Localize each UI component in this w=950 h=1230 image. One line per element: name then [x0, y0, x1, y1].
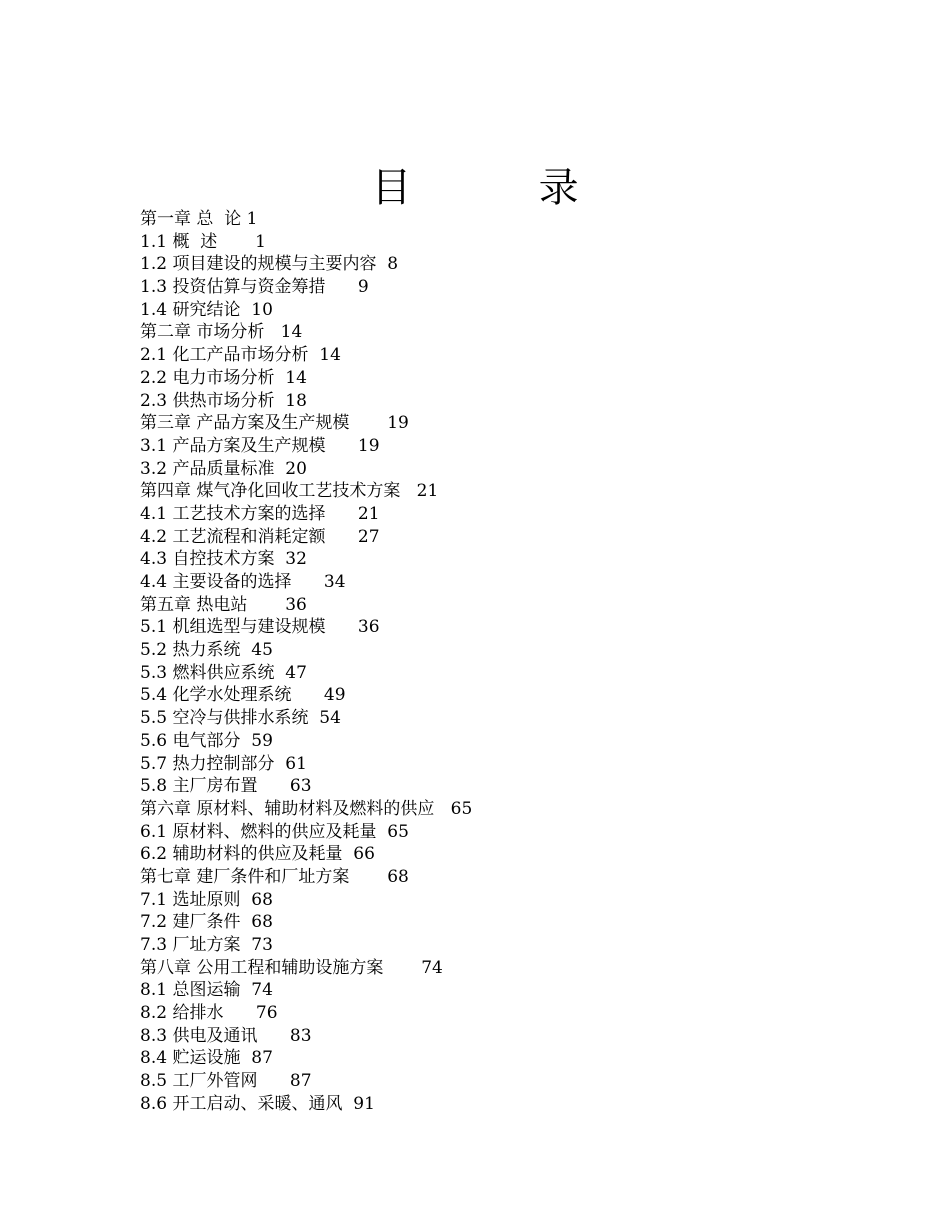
toc-entry-separator — [376, 822, 387, 842]
toc-entry-page-number: 68 — [387, 866, 409, 887]
toc-entry-separator — [291, 685, 323, 705]
toc-entry[interactable] — [140, 707, 840, 730]
toc-entry-label: 第一章 总 论 — [140, 209, 242, 229]
toc-entry-label: 7.1 选址原则 — [140, 889, 241, 910]
toc-entry-separator — [274, 391, 285, 411]
toc-entry[interactable] — [140, 321, 840, 344]
toc-entry-page-number: 45 — [251, 640, 273, 661]
toc-entry[interactable] — [140, 684, 840, 707]
toc-entry-label: 8.2 给排水 — [140, 1003, 224, 1024]
toc-entry-page-number: 54 — [319, 708, 341, 729]
toc-entry-label: 5.1 机组选型与建设规模 — [140, 617, 326, 638]
toc-entry[interactable] — [140, 821, 840, 844]
toc-entry-separator — [325, 436, 357, 456]
toc-entry-page-number: 65 — [450, 798, 473, 819]
toc-entry-page-number: 49 — [323, 685, 346, 706]
toc-entry-separator — [240, 731, 251, 751]
toc-entry-label: 第三章 产品方案及生产规模 — [140, 413, 350, 434]
toc-entry-label: 第六章 原材料、辅助材料及燃料的供应 — [140, 798, 435, 819]
toc-entry[interactable] — [140, 367, 840, 390]
toc-entry-separator — [257, 1026, 289, 1046]
toc-entry[interactable] — [140, 571, 840, 594]
toc-entry-label: 5.2 热力系统 — [140, 640, 241, 661]
toc-entry-page-number: 83 — [289, 1025, 312, 1046]
toc-entry-page-number: 74 — [421, 957, 443, 978]
toc-entry-separator — [257, 1071, 289, 1091]
toc-entry-page-number: 1 — [246, 209, 258, 229]
toc-entry-separator — [240, 890, 251, 910]
toc-entry-separator — [274, 663, 285, 683]
toc-entry[interactable] — [140, 344, 840, 367]
toc-entry[interactable] — [140, 957, 840, 980]
toc-entry[interactable] — [140, 775, 840, 798]
toc-entry[interactable] — [140, 276, 840, 299]
toc-entry[interactable] — [140, 889, 840, 912]
toc-entry[interactable] — [140, 843, 840, 866]
toc-entry-page-number: 91 — [353, 1093, 375, 1114]
toc-entry-label: 7.2 建厂条件 — [140, 912, 241, 933]
toc-entry-separator — [376, 254, 387, 274]
toc-entry-page-number: 68 — [251, 912, 273, 933]
toc-entry-page-number: 19 — [357, 435, 380, 456]
toc-entry-separator — [240, 640, 251, 660]
toc-entry-label: 8.3 供电及通讯 — [140, 1025, 258, 1046]
toc-entry[interactable] — [140, 1070, 840, 1093]
toc-entry[interactable] — [140, 526, 840, 549]
toc-entry-separator — [325, 504, 357, 524]
toc-entry-label: 1.4 研究结论 — [140, 299, 241, 320]
toc-entry-separator — [223, 1003, 255, 1023]
toc-entry-separator — [325, 617, 357, 637]
toc-entry[interactable] — [140, 730, 840, 753]
toc-entry-label: 第五章 热电站 — [140, 594, 248, 615]
toc-entry[interactable] — [140, 1002, 840, 1025]
toc-entry-separator — [349, 867, 387, 887]
toc-entry[interactable] — [140, 934, 840, 957]
toc-entry[interactable] — [140, 979, 840, 1002]
toc-entry-separator — [342, 844, 353, 864]
toc-entry-label: 5.7 热力控制部分 — [140, 753, 275, 774]
toc-entry-page-number: 59 — [251, 730, 273, 751]
toc-entry-label: 6.1 原材料、燃料的供应及耗量 — [140, 821, 377, 842]
toc-entry-separator — [240, 935, 251, 955]
toc-entry[interactable] — [140, 253, 840, 276]
toc-entry[interactable] — [140, 753, 840, 776]
toc-entry-separator — [308, 345, 319, 365]
toc-entry-page-number: 87 — [289, 1071, 312, 1092]
toc-entry-separator — [274, 368, 285, 388]
toc-entry[interactable] — [140, 458, 840, 481]
toc-entry-label: 1.3 投资估算与资金筹措 — [140, 277, 326, 298]
toc-entry-page-number: 9 — [357, 277, 369, 298]
toc-entry[interactable] — [140, 412, 840, 435]
toc-entry-separator — [325, 527, 357, 547]
toc-entry-separator — [257, 776, 289, 796]
toc-entry-page-number: 74 — [251, 980, 273, 1001]
toc-entry-page-number: 47 — [285, 662, 307, 683]
toc-entry-label: 1.2 项目建设的规模与主要内容 — [140, 254, 377, 275]
toc-entry-label: 1.1 概 述 — [140, 231, 218, 252]
toc-title: 目 录 — [371, 165, 579, 211]
toc-entry[interactable] — [140, 480, 840, 503]
toc-entry-label: 4.1 工艺技术方案的选择 — [140, 503, 326, 524]
toc-entry-label: 5.3 燃料供应系统 — [140, 662, 275, 683]
toc-entry-page-number: 87 — [251, 1048, 273, 1069]
toc-entry-page-number: 36 — [285, 594, 307, 615]
toc-entry-label: 5.6 电气部分 — [140, 730, 241, 751]
toc-entry-label: 4.2 工艺流程和消耗定额 — [140, 526, 326, 547]
toc-entry[interactable] — [140, 1047, 840, 1070]
toc-entry[interactable] — [140, 231, 840, 254]
toc-entry-page-number: 61 — [285, 753, 307, 774]
toc-entry-separator — [264, 322, 280, 342]
toc-entry[interactable] — [140, 616, 840, 639]
toc-entry-page-number: 21 — [416, 481, 439, 502]
toc-entry-label: 2.1 化工产品市场分析 — [140, 345, 309, 366]
toc-entry-label: 2.2 电力市场分析 — [140, 367, 275, 388]
toc-entry-separator — [274, 754, 285, 774]
toc-entry-separator — [349, 413, 387, 433]
toc-entry-page-number: 14 — [280, 322, 303, 343]
toc-entry-label: 6.2 辅助材料的供应及耗量 — [140, 844, 343, 865]
toc-entry-page-number: 73 — [251, 935, 273, 955]
toc-entry-page-number: 34 — [323, 572, 346, 592]
toc-entry-label: 5.8 主厂房布置 — [140, 776, 258, 797]
toc-entry-label: 4.4 主要设备的选择 — [140, 572, 292, 592]
toc-entry-label: 第四章 煤气净化回收工艺技术方案 — [140, 481, 401, 502]
toc-entry-label: 第二章 市场分析 — [140, 322, 265, 343]
toc-entry-separator — [240, 912, 251, 932]
toc-entry-label: 3.1 产品方案及生产规模 — [140, 435, 326, 456]
toc-entry[interactable] — [140, 299, 840, 322]
toc-entry-page-number: 10 — [251, 299, 273, 320]
toc-entry-separator — [217, 232, 255, 252]
toc-entry-separator — [400, 481, 416, 501]
toc-entry-page-number: 8 — [387, 254, 399, 275]
toc-entry-label: 5.5 空冷与供排水系统 — [140, 708, 309, 729]
toc-entry[interactable] — [140, 503, 840, 526]
table-of-contents — [140, 208, 840, 1116]
toc-entry-label: 3.2 产品质量标准 — [140, 458, 275, 479]
toc-entry-page-number: 14 — [319, 345, 341, 366]
toc-entry[interactable] — [140, 208, 840, 231]
toc-entry-page-number: 66 — [353, 844, 375, 865]
toc-entry-separator — [247, 595, 285, 615]
toc-entry-label: 8.5 工厂外管网 — [140, 1071, 258, 1092]
toc-entry-page-number: 76 — [255, 1003, 278, 1024]
toc-entry[interactable] — [140, 548, 840, 571]
toc-entry-page-number: 32 — [285, 549, 307, 570]
toc-entry-separator — [325, 277, 357, 297]
toc-entry-page-number: 27 — [357, 526, 380, 547]
toc-entry-page-number: 36 — [357, 617, 380, 638]
toc-entry-page-number: 20 — [285, 458, 307, 479]
toc-entry[interactable] — [140, 911, 840, 934]
toc-entry-label: 8.4 贮运设施 — [140, 1048, 241, 1069]
toc-entry[interactable] — [140, 390, 840, 413]
toc-entry-separator — [274, 549, 285, 569]
toc-entry-label: 第八章 公用工程和辅助设施方案 — [140, 957, 384, 978]
toc-entry-page-number: 65 — [387, 821, 409, 842]
toc-entry-separator — [342, 1094, 353, 1114]
toc-entry[interactable] — [140, 639, 840, 662]
toc-entry-separator — [434, 799, 450, 819]
toc-entry-label: 8.6 开工启动、采暖、通风 — [140, 1093, 343, 1114]
toc-entry-separator — [308, 708, 319, 728]
toc-entry-separator — [274, 459, 285, 479]
toc-entry-label: 2.3 供热市场分析 — [140, 390, 275, 411]
toc-entry-page-number: 14 — [285, 367, 307, 388]
toc-entry-label: 4.3 自控技术方案 — [140, 549, 275, 570]
toc-entry-page-number: 63 — [289, 776, 312, 797]
toc-entry-page-number: 18 — [285, 390, 307, 411]
toc-entry-separator — [240, 300, 251, 320]
toc-entry[interactable] — [140, 866, 840, 889]
toc-entry-separator — [240, 1048, 251, 1068]
toc-entry-page-number: 1 — [255, 231, 266, 252]
toc-entry-separator — [240, 980, 251, 1000]
toc-entry-page-number: 68 — [251, 889, 273, 910]
toc-entry-label: 8.1 总图运输 — [140, 980, 241, 1001]
toc-entry-separator — [383, 958, 421, 978]
toc-entry[interactable] — [140, 798, 840, 821]
toc-entry-label: 第七章 建厂条件和厂址方案 — [140, 866, 350, 887]
toc-entry[interactable] — [140, 1025, 840, 1048]
toc-entry-separator — [291, 572, 323, 592]
toc-entry-label: 7.3 厂址方案 — [140, 935, 241, 955]
toc-entry[interactable] — [140, 1093, 840, 1116]
toc-entry[interactable] — [140, 594, 840, 617]
toc-entry-page-number: 19 — [387, 413, 409, 434]
toc-entry[interactable] — [140, 662, 840, 685]
toc-entry[interactable] — [140, 435, 840, 458]
toc-entry-label: 5.4 化学水处理系统 — [140, 685, 292, 706]
toc-entry-page-number: 21 — [357, 503, 380, 524]
